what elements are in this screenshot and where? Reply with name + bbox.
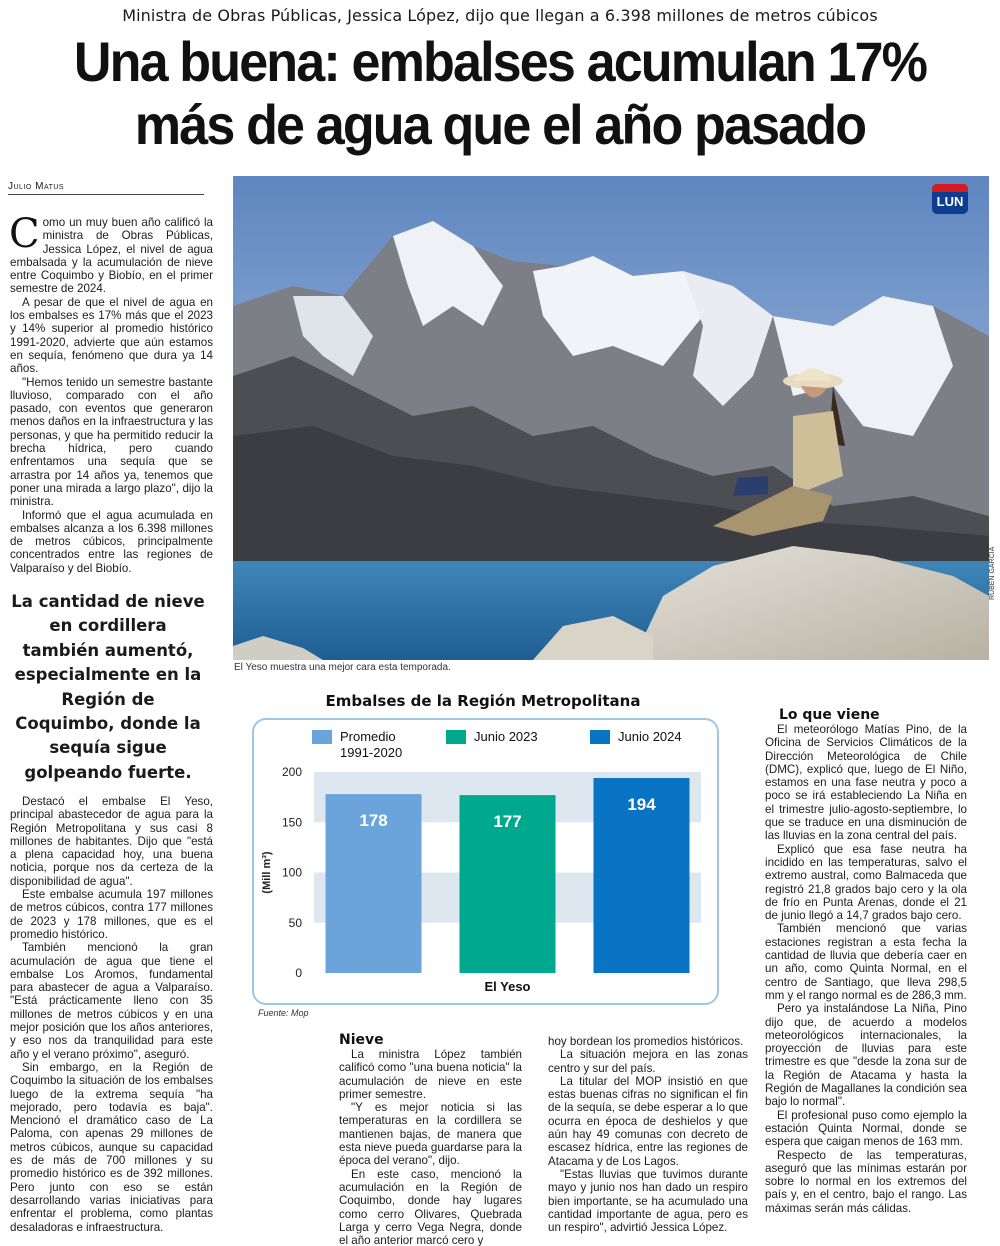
lun-logo [932,184,968,214]
paragraph: En este caso, mencionó la acumulación en la Región de Coquimbo, donde hay lugares como cerro Olivares, Quebrada Larga y cerro Vega Negra, donde el año anterior marcó cero y [339,1167,522,1246]
headline-line-1: Una buena: embalses acumulan 17% [73,30,927,93]
y-axis-label: (Mill m³) [261,851,273,894]
photo-illustration [233,176,989,660]
legend-label: Junio 2023 [474,729,538,744]
article-column-1-continued [10,795,213,1234]
paragraph: Sin embargo, en la Región de Coquimbo la situación de los embalses luego de la extrema sequía "ha mejorado, pero todavía es baja". Mencionó el dramático caso de La Paloma, con apenas 29 millones de metros cúbicos, aunque su capacidad es de más de 700 millones y su promedio histórico es de 392 millones. Pero junto con eso se están desarrollando varias iniciativas para enfrentar el problema, como plantas desaladoras e infraestructura. [10,1060,213,1234]
kicker: Ministra de Obras Públicas, Jessica López, dijo que llegan a 6.398 millones de metros cúbicos [122,6,878,25]
paragraph: El profesional puso como ejemplo la estación Quinta Normal, donde se espera que caigan menos de 163 mm. [765,1108,967,1149]
photo-credit: RUBÉN GARCÍA [989,546,996,600]
section-heading-nieve: Nieve [339,1032,384,1048]
bar-value-label: 177 [493,812,522,832]
legend-swatch [590,730,610,744]
legend-label: Junio 2024 [618,729,682,744]
bar-value-label: 178 [359,811,388,831]
y-tick-label: 150 [281,815,302,830]
y-tick-label: 50 [288,915,302,930]
byline: Julio Matus [8,181,204,195]
x-axis-label: El Yeso [484,979,531,994]
bar-chart [254,720,717,1003]
paragraph: Explicó que esa fase neutra ha incidido en las temperaturas, salvo el extremo austral, como Balmaceda que registró 21,8 grados bajo cero y la ola de frío en Punta Arenas, donde el 21 de junio llegó a 14,7 grados bajo cero. [765,842,967,923]
paragraph: "Y es mejor noticia si las temperaturas en la cordillera se mantienen bajas, de manera que esta nieve pueda guardarse para la época del verano", dijo. [339,1101,522,1168]
y-tick-label: 100 [281,865,302,880]
paragraph: La ministra López también calificó como "una buena noticia" la acumulación de nieve en este primer semestre. [339,1048,522,1101]
article-column-lo-que-viene [765,707,967,1215]
paragraph: Respecto de las temperaturas, aseguró que las mínimas estarán por sobre lo normal en los extremos del país y, en el centro, bajo el rango. Las máximas serán más cálidas. [765,1148,967,1215]
legend-swatch [446,730,466,744]
photo-caption: El Yeso muestra una mejor cara esta temporada. [234,662,451,673]
section-heading-lo-que-viene: Lo que viene [779,707,880,723]
chart-box [252,718,719,1005]
paragraph: "Hemos tenido un semestre bastante lluvioso, comparado con el año pasado, con eventos que generaron menos daños en la infraestructura y las personas, y que ha permitido reducir la brecha hídrica, pero cuando enfrentamos una sequía que se arrastra por 14 años ya, tenemos que poner una mirada a largo plazo", dijo la ministra. [10,375,213,509]
drop-cap: C [9,211,40,257]
paragraph: El meteorólogo Matías Pino, de la Oficina de Servicios Climáticos de la Dirección Meteorológica de Chile (DMC), explicó que, luego de El Niño, estamos en una fase neutra y poco a poco se irá estableciendo La Niña en el trimestre julio-agosto-septiembre, lo que se traduce en una disminución de las lluvias en la zona central del país. [765,723,967,843]
chart-title: Embalses de la Región Metropolitana [325,692,641,710]
y-tick-label: 200 [281,765,302,779]
paragraph: También mencionó que varias estaciones registran a esta fecha la cantidad de lluvia que debería caer en un año, como Quinta Normal, en el centro de Santiago, que lleva 298,5 mm y el rango normal es de 286,3 mm. [765,922,967,1002]
paragraph: La situación mejora en las zonas centro y sur del país. [548,1048,748,1075]
bar-value-label: 194 [627,795,656,815]
legend-label: 1991-2020 [340,745,403,760]
article-column-1 [9,211,213,575]
legend-swatch [312,730,332,744]
lun-logo-text: LUN [936,194,964,209]
paragraph: También mencionó la gran acumulación de agua que tiene el embalse Los Aromos, fundamental para abastecer de agua a Valparaíso. "Está prácticamente lleno con 35 millones de metros cúbicos y en una mejor posición que los años anteriores, y eso nos da tranquilidad para este año y el verano próximo", aseguró. [10,941,213,1061]
article-column-nieve [339,1032,522,1246]
paragraph: hoy bordean los promedios históricos. [548,1035,744,1048]
paragraph: omo un muy buen año calificó la ministra de Obras Públicas, Jessica López, el nivel de agua embalsada y la acumulación de nieve entre Coquimbo y Biobío, en el primer semestre de 2024. [10,216,213,296]
y-tick-label: 0 [295,966,302,980]
headline [35,30,965,156]
paragraph: Este embalse acumula 197 millones de metros cúbicos, contra 177 millones de 2023 y 178 millones, que es el promedio histórico. [10,888,213,941]
legend-label: Promedio [340,729,396,744]
paragraph: Informó que el agua acumulada en embalses alcanza a los 6.398 millones de metros cúbicos, principalmente concentrados entre las regiones de Valparaíso y del Biobío. [10,508,213,575]
lake-mountain-photo [233,176,989,660]
headline-line-2: más de agua que el año pasado [134,93,866,156]
paragraph: "Estas lluvias que tuvimos durante mayo y junio nos han dado un respiro bien importante, se ha acumulado una cantidad importante de agua, pero es un respiro", advirtió Jessica López. [548,1167,748,1235]
pull-quote: La cantidad de nieve en cordillera también aumentó, especialmente en la Región de Coquimbo, donde la sequía sigue golpeando fuerte. [11,592,205,782]
paragraph: Destacó el embalse El Yeso, principal abastecedor de agua para la Región Metropolitana y sus casi 8 millones de habitantes. Dijo que "está a plena capacidad hoy, una buena noticia, porque nos da certeza de la disponibilidad de agua". [10,795,213,888]
paragraph: La titular del MOP insistió en que estas buenas cifras no significan el fin de la sequía, se debe esperar a lo que ocurra en época de deshielos y que aún hay 49 comunas con decreto de escasez hídrica, entre las regiones de Atacama y de Los Lagos. [548,1074,748,1168]
paragraph: A pesar de que el nivel de agua en los embalses es 17% más que el 2023 y 14% superior al promedio histórico 1991-2020, advierte que aún estamos en sequía, fenómeno que dura ya 14 años. [10,295,213,376]
paragraph: Pero ya instalándose La Niña, Pino dijo que, de acuerdo a modelos meteorológicos internacionales, la proyección de lluvias para este trimestre es que "desde la zona sur de la Región de Atacama y hasta la Región de Magallanes la condición sea bajo lo normal". [765,1002,967,1109]
article-column-3 [548,1035,748,1234]
chart-source: Fuente: Mop [258,1008,309,1018]
